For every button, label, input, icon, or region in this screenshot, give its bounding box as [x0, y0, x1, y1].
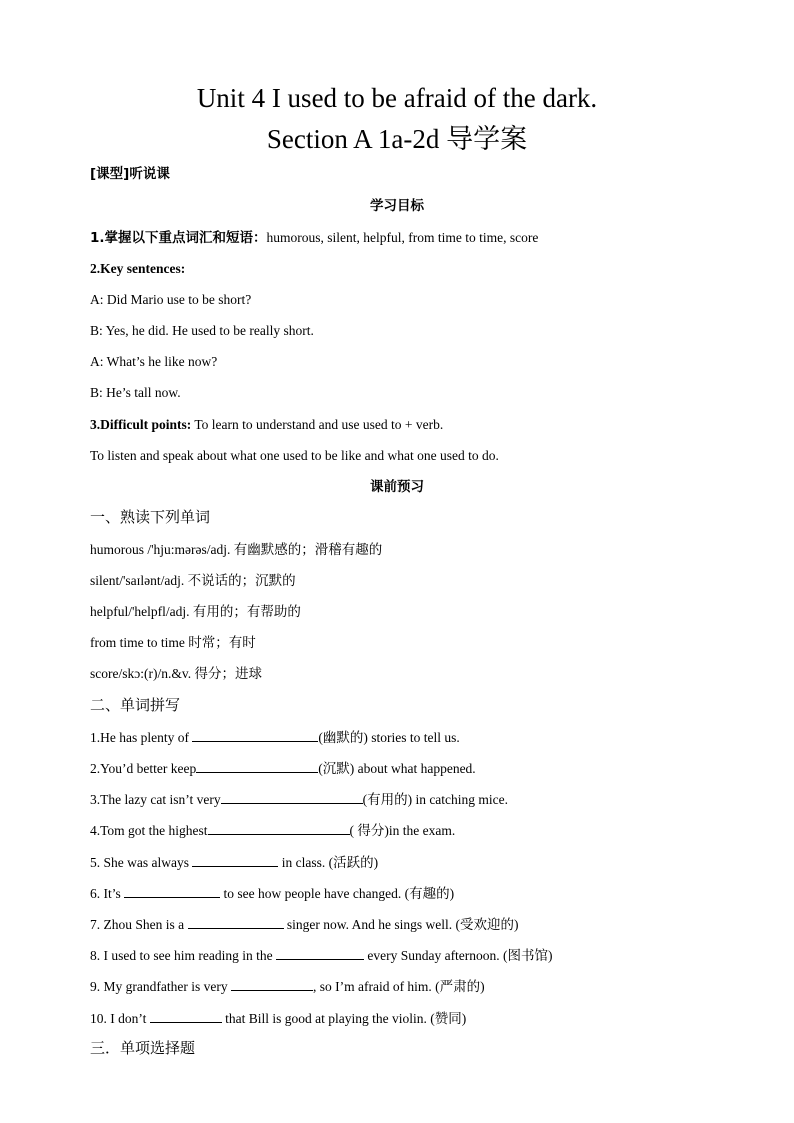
- spelling-exercise-item: [90, 915, 518, 934]
- goal-point-3-continued: To listen and speak about what one used to be like and what one used to do.: [90, 448, 499, 463]
- answer-blank: [196, 759, 318, 773]
- exercise-text-before: 1.He has plenty of: [90, 730, 193, 745]
- exercise-text-before: 7. Zhou Shen is a: [90, 917, 188, 932]
- exercise-text-before: 8. I used to see him reading in the: [90, 948, 276, 963]
- section-1-title: 一、熟读下列单词: [90, 508, 211, 526]
- goal-point-1-label: 1.掌握以下重点词汇和短语：: [90, 230, 267, 246]
- spelling-exercise-item: [90, 728, 460, 747]
- exercise-text-after: (沉默) about what happened.: [318, 761, 476, 776]
- exercise-text-after: (幽默的) stories to tell us.: [318, 730, 460, 745]
- exercise-text-before: 10. I don’t: [90, 1011, 150, 1026]
- vocab-item: from time to time 时常；有时: [90, 635, 256, 650]
- spelling-exercise-item: [90, 884, 454, 903]
- key-sentence: B: Yes, he did. He used to be really short.: [90, 323, 314, 338]
- section-3-title: 三．单项选择题: [90, 1039, 196, 1057]
- answer-blank: [124, 884, 220, 898]
- exercise-text-after: (有用的) in catching mice.: [362, 792, 509, 807]
- vocab-item: silent/'saɪlənt/adj. 不说话的；沉默的: [90, 573, 296, 588]
- exercise-text-before: 5. She was always: [90, 855, 193, 870]
- goal-point-3: [90, 416, 443, 434]
- section-2-title: 二、单词拼写: [90, 696, 181, 714]
- exercise-text-before: 3.The lazy cat isn’t very: [90, 792, 221, 807]
- goal-point-1: [90, 229, 538, 247]
- spelling-exercise-item: [90, 946, 553, 965]
- answer-blank: [188, 915, 284, 929]
- goal-point-2-label: 2.Key sentences:: [90, 261, 186, 276]
- answer-blank: [276, 946, 364, 960]
- exercise-text-before: 4.Tom got the highest: [90, 823, 208, 838]
- goals-heading: 学习目标: [370, 198, 424, 214]
- spelling-exercise-item: [90, 977, 485, 996]
- spelling-exercise-item: [90, 853, 378, 872]
- spelling-exercise-item: [90, 790, 508, 809]
- exercise-text-after: , so I’m afraid of him. (严肃的): [312, 979, 485, 994]
- exercise-text-before: 2.You’d better keep: [90, 761, 197, 776]
- spelling-exercise-item: [90, 1009, 466, 1028]
- goal-point-3-label: 3.Difficult points:: [90, 417, 192, 432]
- answer-blank: [192, 853, 278, 867]
- spelling-exercise-item: [90, 759, 476, 778]
- exercise-text-after: that Bill is good at playing the violin. (赞同): [221, 1011, 467, 1026]
- key-sentence: A: Did Mario use to be short?: [90, 292, 252, 307]
- answer-blank: [208, 821, 350, 835]
- exercise-text-after: in class. (活跃的): [278, 855, 379, 870]
- key-sentence: A: What’s he like now?: [90, 354, 218, 369]
- exercise-text-after: every Sunday afternoon. (图书馆): [363, 948, 553, 963]
- key-sentence: B: He’s tall now.: [90, 385, 181, 400]
- preview-heading: 课前预习: [370, 479, 424, 495]
- title-line-1: Unit 4 I used to be afraid of the dark.: [196, 83, 598, 113]
- exercise-text-after: ( 得分)in the exam.: [349, 823, 456, 838]
- lesson-type: [课型]听说课: [90, 166, 170, 182]
- title-line-2: Section A 1a-2d 导学案: [266, 124, 528, 154]
- answer-blank: [221, 790, 363, 804]
- exercise-text-before: 9. My grandfather is very: [90, 979, 231, 994]
- answer-blank: [150, 1009, 222, 1023]
- answer-blank: [192, 728, 318, 742]
- spelling-exercise-item: [90, 821, 455, 840]
- answer-blank: [231, 977, 313, 991]
- exercise-text-before: 6. It’s: [90, 886, 125, 901]
- goal-point-3-text: To learn to understand and use used to + verb.: [191, 417, 444, 432]
- vocab-item: humorous /'hju:mərəs/adj. 有幽默感的；滑稽有趣的: [90, 542, 383, 557]
- goal-point-1-text: humorous, silent, helpful, from time to time, score: [266, 230, 539, 245]
- vocab-item: helpful/'helpfl/adj. 有用的；有帮助的: [90, 604, 301, 619]
- exercise-text-after: to see how people have changed. (有趣的): [220, 886, 455, 901]
- vocab-item: score/skɔ:(r)/n.&v. 得分；进球: [90, 666, 262, 681]
- exercise-text-after: singer now. And he sings well. (受欢迎的): [283, 917, 519, 932]
